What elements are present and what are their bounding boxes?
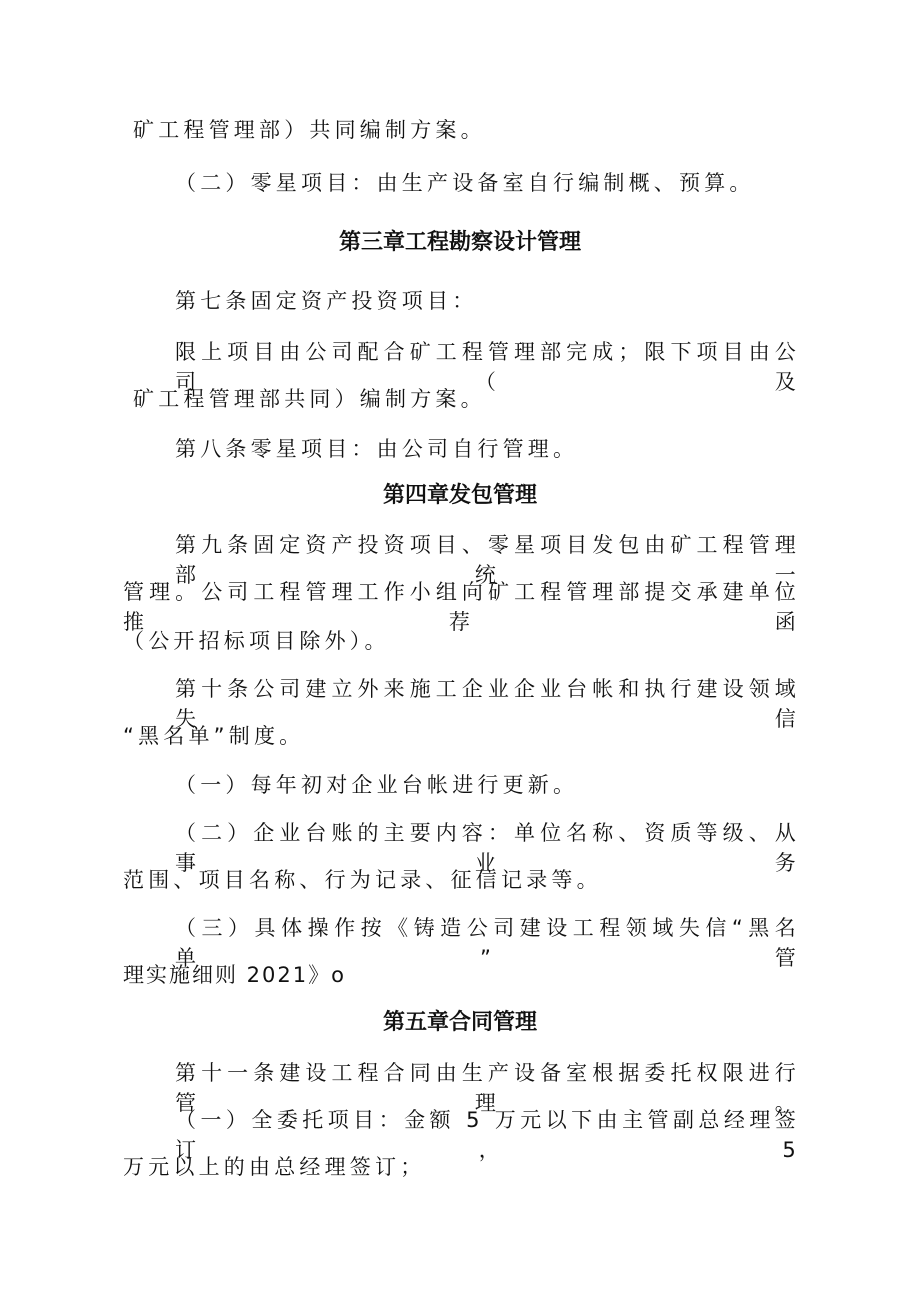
paragraph-line: （二）零星项目：由生产设备室自行编制概、预算。 <box>175 171 755 195</box>
paragraph-line: （公开招标项目除外）。 <box>123 629 390 653</box>
paragraph-line: （一）全委托项目：金额 5 万元以下由主管副总经理签订，5 <box>175 1108 800 1162</box>
paragraph-line: （一）每年初对企业台帐进行更新。 <box>175 773 579 797</box>
chapter-heading-4: 第四章发包管理 <box>382 483 537 508</box>
paragraph-line: （三）具体操作按《铸造公司建设工程领域失信“黑名单”管 <box>175 916 800 970</box>
paragraph-line: 矿工程管理部）共同编制方案。 <box>133 118 486 142</box>
chapter-heading-3: 第三章工程勘察设计管理 <box>338 230 581 255</box>
paragraph-line: 万元以上的由总经理签订； <box>123 1155 426 1179</box>
paragraph-line: 矿工程管理部共同）编制方案。 <box>133 387 486 411</box>
paragraph-line: 第九条固定资产投资项目、零星项目发包由矿工程管理部统一 <box>175 533 800 587</box>
paragraph-line: 管理。公司工程管理工作小组向矿工程管理部提交承建单位推荐函 <box>123 580 800 634</box>
paragraph-line: “黑名单”制度。 <box>123 724 305 748</box>
paragraph-line: 第十一条建设工程合同由生产设备室根据委托权限进行管理。 <box>175 1061 800 1115</box>
paragraph-line: （二）企业台账的主要内容：单位名称、资质等级、从事业务 <box>175 821 800 875</box>
paragraph-line: 第八条零星项目：由公司自行管理。 <box>175 437 579 461</box>
paragraph-line: 理实施细则 2021》o <box>123 963 346 987</box>
paragraph-line: 范围、项目名称、行为记录、征信记录等。 <box>123 868 602 892</box>
paragraph-line: 限上项目由公司配合矿工程管理部完成；限下项目由公司（及 <box>175 340 800 394</box>
paragraph-line: 第七条固定资产投资项目： <box>175 289 478 313</box>
chapter-heading-5: 第五章合同管理 <box>382 1010 537 1035</box>
paragraph-line: 第十条公司建立外来施工企业企业台帐和执行建设领域失信 <box>175 677 800 731</box>
